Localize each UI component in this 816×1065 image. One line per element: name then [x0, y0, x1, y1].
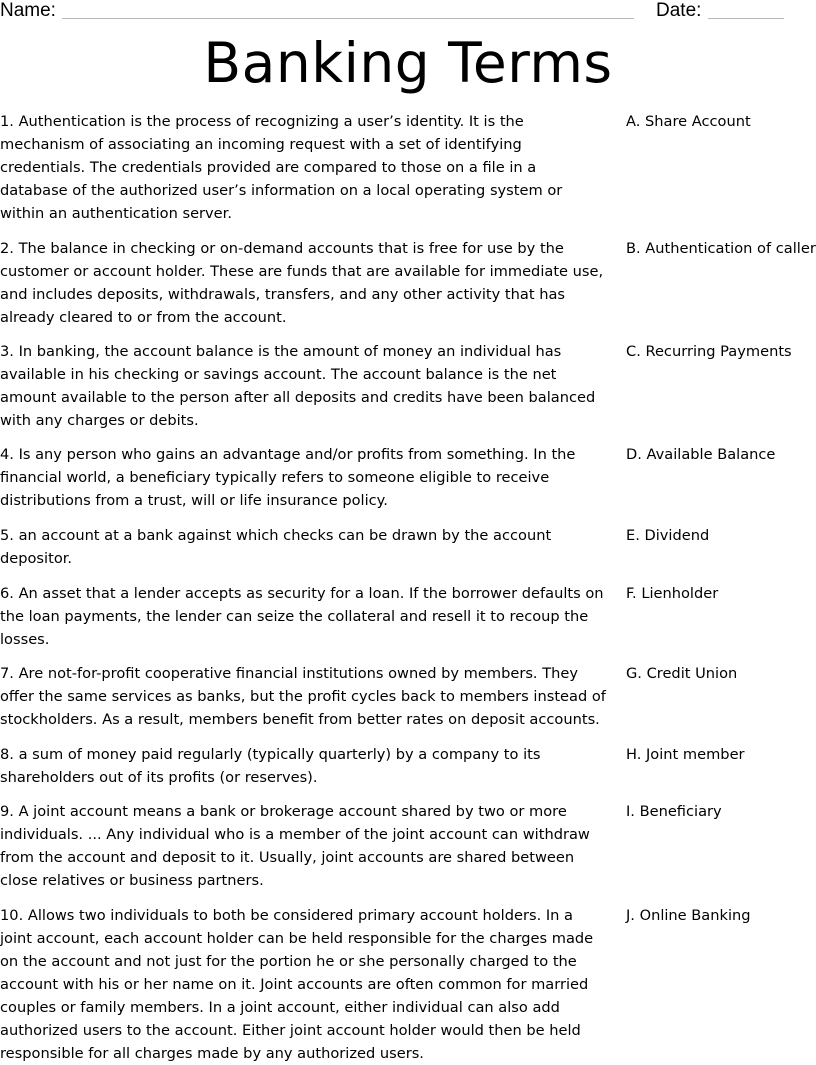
- clue-text: 1. Authentication is the process of recognizing a user’s identity. It is the mechanism of associating an incoming request with a set of identifying credentials. The credentials provided are compared to those on a file in a database of the authorized user’s information on a local operating system or within an authentication server.: [0, 113, 563, 222]
- clue-text: 9. A joint account means a bank or brokerage account shared by two or more individuals. ... Any individual who is a member of the joint account can withdraw from the account and deposit to it. Usually, joint accounts are shared between close relatives or business partners.: [0, 803, 590, 889]
- answer-choice: G. Credit Union: [626, 665, 738, 682]
- answer-choice: B. Authentication of caller: [626, 240, 816, 257]
- answer-choice: D. Available Balance: [626, 446, 776, 463]
- name-blank-line: [62, 18, 634, 19]
- clue-text: 5. an account at a bank against which checks can be drawn by the account depositor.: [0, 527, 552, 567]
- page-title: Banking Terms: [203, 31, 613, 95]
- date-blank-line: [708, 18, 784, 19]
- clue-text: 3. In banking, the account balance is the amount of money an individual has available in his checking or savings account. The account balance is the net amount available to the person after all deposits and credits have been balanced with any charges or debits.: [0, 343, 596, 429]
- answer-choice: F. Lienholder: [626, 585, 719, 602]
- answer-choice: A. Share Account: [626, 113, 751, 130]
- clue-text: 4. Is any person who gains an advantage and/or profits from something. In the financial world, a beneficiary typically refers to someone eligible to receive distributions from a trust, will or life insurance policy.: [0, 446, 576, 509]
- answer-choice: I. Beneficiary: [626, 803, 722, 820]
- date-label: Date:: [656, 0, 702, 21]
- clue-text: 2. The balance in checking or on-demand accounts that is free for use by the customer or account holder. These are funds that are available for immediate use, and includes deposits, withdrawals, transfers, and any other activity that has already cleared to or from the account.: [0, 240, 604, 326]
- clue-text: 10. Allows two individuals to both be considered primary account holders. In a joint account, each account holder can be held responsible for the charges made on the account and not just for the portion he or she personally charged to the account with his or her name on it. Joint accounts are often common for married couples or family members. In a joint account, either individual can also add authorized users to the account. Either joint account holder would then be held responsible for all charges made by any authorized users.: [0, 907, 594, 1062]
- name-label: Name:: [0, 0, 56, 21]
- answer-choice: C. Recurring Payments: [626, 343, 792, 360]
- answer-choice: E. Dividend: [626, 527, 710, 544]
- answer-choice: H. Joint member: [626, 746, 745, 763]
- answer-choice: J. Online Banking: [626, 907, 751, 924]
- clue-text: 8. a sum of money paid regularly (typically quarterly) by a company to its shareholders out of its profits (or reserves).: [0, 746, 541, 786]
- worksheet-header: [0, 0, 816, 22]
- clue-text: 7. Are not-for-profit cooperative financial institutions owned by members. They offer the same services as banks, but the profit cycles back to members instead of stockholders. As a result, members benefit from better rates on deposit accounts.: [0, 665, 606, 728]
- clue-text: 6. An asset that a lender accepts as security for a loan. If the borrower defaults on the loan payments, the lender can seize the collateral and resell it to recoup the losses.: [0, 585, 604, 648]
